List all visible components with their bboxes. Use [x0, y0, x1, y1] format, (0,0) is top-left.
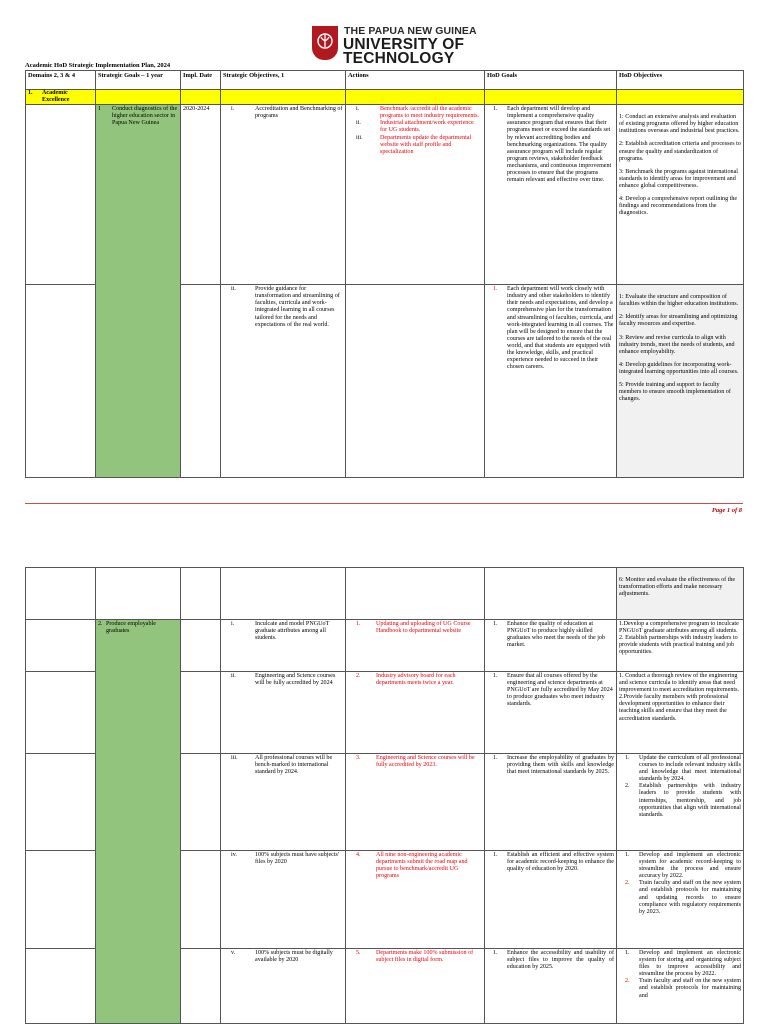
hod-goal-cell: 1. Increase the employability of graduates by providing them with skills and knowledge that meet international standards by 2025. — [485, 754, 617, 851]
goal-cell: 2. Produce employable graduates — [96, 620, 181, 1024]
objective-cell: i. Inculcate and model PNGUoT graduate attributes among all students. — [221, 620, 346, 672]
objective-cell: ii. Engineering and Science courses will be fully accredited by 2024 — [221, 672, 346, 754]
hod-objectives-cell: 1: Conduct an extensive analysis and evaluation of existing programs offered by higher education institutions overseas and industrial best practices. 2: Establish accreditation criteria and processes to ensure the quality and standardization of programs. 3: Benchmark the programs against international standards to identify areas for improvement and enhance global competitiveness. 4: Develop a comprehensive report outlining the findings and recommendations from the diagnostics. — [617, 105, 744, 285]
hod-goal-cell: 1. Establish an efficient and effective system for academic record-keeping to enhance the quality of education by 2020. — [485, 851, 617, 949]
page-number: Page 1 of 8 — [711, 507, 742, 514]
objective-cell: v. 100% subjects must be digitally available by 2020 — [221, 949, 346, 1024]
hod-objectives-cell: 1.Develop a comprehensive program to inculcate PNGUoT graduate attributes among all students. 2. Establish partnerships with industry leaders to provide students with practical training and job opportunities. — [617, 620, 744, 672]
domain-label: 1. Academic Excellence — [26, 90, 96, 105]
action-cell: 4. All nine non-engineering academic departments submit the road map and pursue to benchmark/accredit UG programs — [346, 851, 485, 949]
table-row — [26, 105, 744, 285]
impl-date-cell: 2020-2024 — [181, 105, 221, 285]
hod-objective-continued: 6: Monitor and evaluate the effectiveness of the transformation efforts and make necessary adjustments. — [617, 568, 744, 620]
goal-cell: 1 Conduct diagnostics of the higher education sector in Papua New Guinea — [96, 105, 181, 478]
table-row — [26, 568, 744, 620]
university-name-line2: TECHNOLOGY — [343, 50, 455, 67]
action-cell: 5. Departments make 100% submission of subject files in digital form. — [346, 949, 485, 1024]
hod-goal-cell: 1. Each department will develop and implement a comprehensive quality assurance program that ensures that their programs meet or exceed the standards set by relevant accrediting bodies and benchmarking organizations. The quality assurance program will include regular program reviews, stakeholder feedback mechanisms, and continuous improvement processes to ensure that the programs remain relevant and effective over time. — [485, 105, 617, 285]
page-gap — [0, 520, 768, 565]
hod-goal-cell: 1. Each department will work closely with industry and other stakeholders to identify their needs and expectations, and develop a comprehensive plan for the transformation and streamlining of faculties, curricula, and work-integrated learning in all courses. The plan will be designed to ensure that the courses are tailored to the needs of the real world, and that students are equipped with the knowledge, skills, and practical experience needed to succeed in their chosen careers. — [485, 285, 617, 478]
table-header-row — [26, 71, 744, 90]
action-cell: 1. Updating and uploading of UG Course Handbook to departmental website — [346, 620, 485, 672]
actions-cell: i. Benchmark /accredit all the academic programs to meet industry requirements. ii. Industrial attachment/work experience for UG students. iii. Departments update the departmental website with staff profile and specialization — [346, 105, 485, 285]
header-goals: Strategic Goals – 1 year — [96, 71, 181, 90]
strategic-plan-table-continued — [25, 567, 744, 1024]
hod-goal-cell: 1. Ensure that all courses offered by the engineering and science departments at PNGUoT are fully accredited by May 2024 to produce graduates who meet industry standards. — [485, 672, 617, 754]
action-cell: 3. Engineering and Science courses will be fully accredited by 2023. — [346, 754, 485, 851]
objective-cell: iii. All professional courses will be bench-marked to international standard by 2024. — [221, 754, 346, 851]
hod-objectives-cell: 1. Develop and implement an electronic system for storing and organizing subject files to improve accessibility and streamline the process by 2022. 2. Train faculty and staff on the new system and establish protocols for maintaining and — [617, 949, 744, 1024]
header-actions: Actions — [346, 71, 485, 90]
hod-objectives-cell: 1. Conduct a thorough review of the engineering and science curricula to identify areas that need improvement to meet accreditation requirements. 2.Provide faculty members with professional development opportunities to enhance their teaching skills and ensure that they meet the accreditation standards. — [617, 672, 744, 754]
university-name-line1: UNIVERSITY OF — [343, 36, 465, 53]
domain-row — [26, 90, 744, 105]
strategic-plan-table — [25, 70, 744, 478]
table-row — [26, 620, 744, 672]
university-crest-logo — [312, 26, 338, 60]
header-hod-objectives: HoD Objectives — [617, 71, 744, 90]
hod-goal-cell: 1. Enhance the accessibility and usability of subject files to improve the quality of education by 2025. — [485, 949, 617, 1024]
header-objectives: Strategic Objectives, 1 — [221, 71, 346, 90]
objective-cell: iv. 100% subjects must have subjects' files by 2020 — [221, 851, 346, 949]
document-title: Academic HoD Strategic Implementation Plan, 2024 — [25, 62, 171, 69]
header-domains: Domains 2, 3 & 4 — [26, 71, 96, 90]
hod-objectives-cell: 1: Evaluate the structure and composition of faculties within the higher education institutions. 2: Identify areas for streamlining and optimizing faculty resources and expertise. 3: Review and revise curricula to align with industry trends, meet the needs of students, and enhance employability. 4: Develop guidelines for incorporating work-integrated learning opportunities into all courses. 5: Provide training and support to faculty members to ensure smooth implementation of changes. — [617, 285, 744, 478]
objective-cell: i. Accreditation and Benchmarking of programs — [221, 105, 346, 285]
hod-objectives-cell: 1. Update the curriculum of all professional courses to include relevant industry skills and knowledge that meet international standards by 2024. 2. Establish partnerships with industry leaders to provide students with internships, mentorship, and job opportunities that align with international standards. — [617, 754, 744, 851]
hod-goal-cell: 1. Enhance the quality of education at PNGUoT to produce highly skilled graduates who meet the needs of the job market. — [485, 620, 617, 672]
objective-cell: ii. Provide guidance for transformation and streamlining of faculties, curricula and work-integrated learning in all courses tailored for the needs and expectations of the real world. — [221, 285, 346, 478]
header-hod-goals: HoD Goals — [485, 71, 617, 90]
institution-line: THE PAPUA NEW GUINEA — [344, 25, 477, 37]
footer-divider — [25, 503, 743, 504]
action-cell: 2. Industry advisory board for each departments meets twice a year. — [346, 672, 485, 754]
hod-objectives-cell: 1. Develop and implement an electronic system for academic record-keeping to streamline the process and ensure accuracy by 2022. 2. Train faculty and staff on the new system and establish protocols for maintaining and updating records to ensure compliance with regulatory requirements by 2023. — [617, 851, 744, 949]
header-impl-date: Impl. Date — [181, 71, 221, 90]
